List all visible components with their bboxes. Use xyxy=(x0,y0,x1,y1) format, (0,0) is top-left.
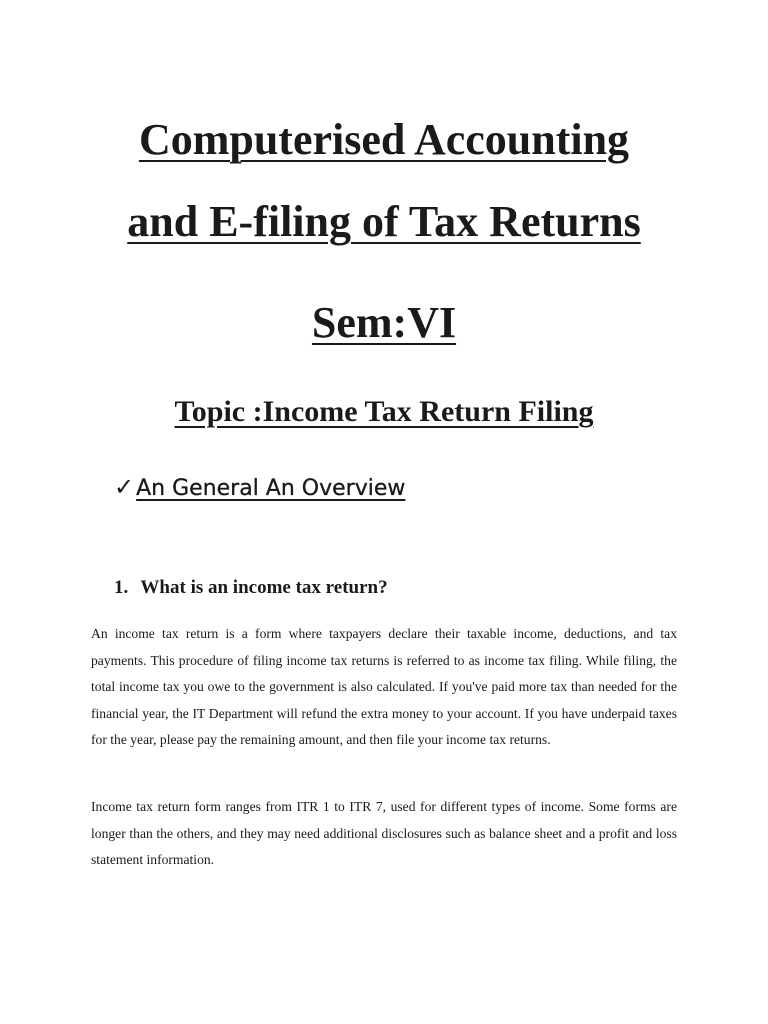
topic-heading xyxy=(0,392,768,432)
paragraph-2: Income tax return form ranges from ITR 1 to ITR 7, used for different types of income. Some forms are longer than the others, and they may need additional disclosures such as balance sheet and a profit and loss statement information. xyxy=(91,799,677,867)
question-number: 1. xyxy=(114,577,129,598)
topic-text: Topic :Income Tax Return Filing xyxy=(174,395,594,428)
overview-label: An General An Overview xyxy=(136,476,406,501)
question-heading xyxy=(114,575,388,601)
paragraph-1: An income tax return is a form where taxpayers declare their taxable income, deductions, and tax payments. This procedure of filing income tax returns is referred to as income tax filing. While filing, the total income tax you owe to the government is also calculated. If you've paid more tax than needed for the financial year, the IT Department will refund the extra money to your account. If you have underpaid taxes for the year, please pay the remaining amount, and then file your income tax returns. xyxy=(91,626,677,747)
title-line-1 xyxy=(0,114,768,166)
semester-text: Sem:VI xyxy=(311,298,457,347)
overview-heading xyxy=(114,470,405,506)
title-line-2-text: and E-filing of Tax Returns xyxy=(127,197,641,246)
title-line-2 xyxy=(0,196,768,248)
semester-heading xyxy=(0,297,768,349)
title-line-1-text: Computerised Accounting xyxy=(138,115,630,164)
checkmark-icon: ✓ xyxy=(114,473,135,501)
question-text: What is an income tax return? xyxy=(140,577,388,598)
